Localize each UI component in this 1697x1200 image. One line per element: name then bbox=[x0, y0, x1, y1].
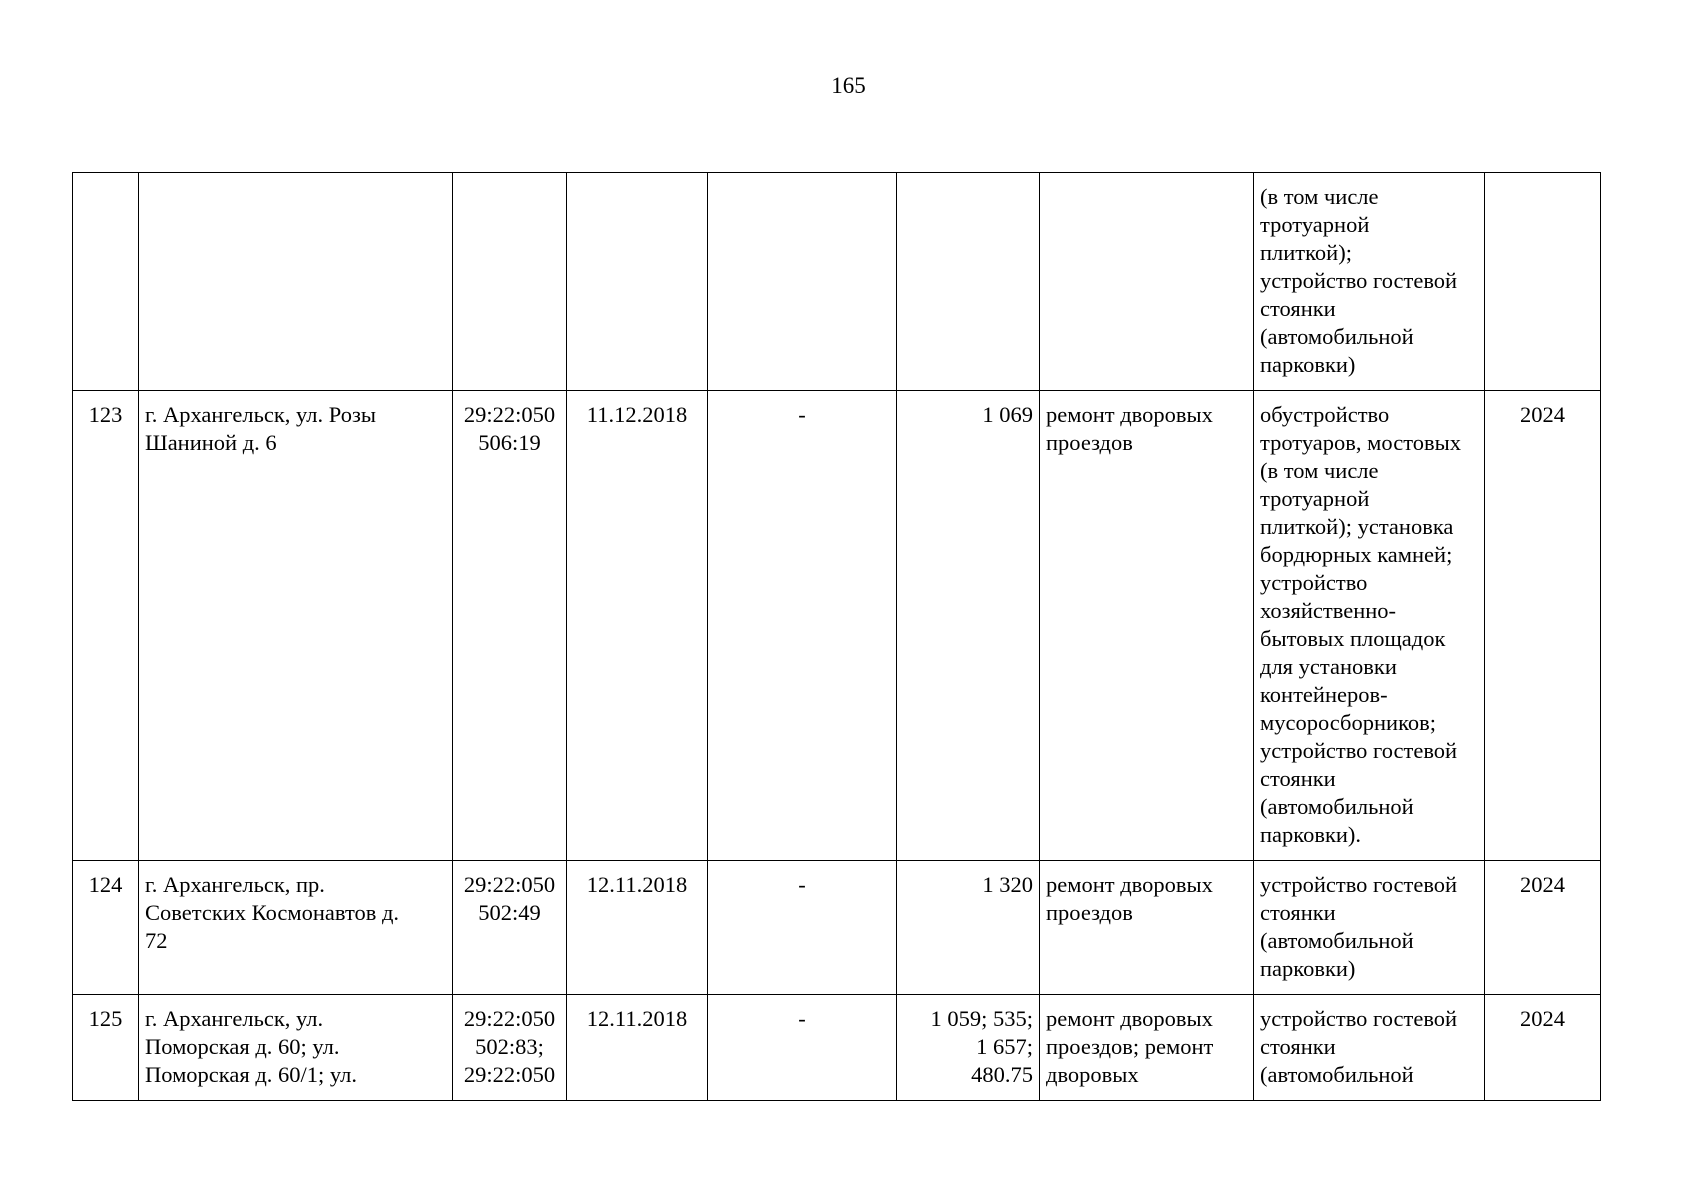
cell-text-line: стоянки bbox=[1260, 296, 1336, 321]
cell-text-line: 506:19 bbox=[478, 430, 541, 455]
dash-cell: - bbox=[708, 391, 897, 861]
cell-text-line: г. Архангельск, пр. bbox=[145, 872, 325, 897]
works-cell bbox=[1040, 861, 1254, 995]
cell-text-line: тротуаров, мостовых bbox=[1260, 430, 1461, 455]
additional-works-cell bbox=[1254, 995, 1485, 1101]
additional-works-cell bbox=[1254, 861, 1485, 995]
dash-cell: - bbox=[708, 995, 897, 1101]
cell-text-line: 72 bbox=[145, 928, 168, 953]
cell-text-line: хозяйственно- bbox=[1260, 598, 1397, 623]
cadastral-number-cell bbox=[453, 391, 567, 861]
cell-text-line: ремонт дворовых bbox=[1046, 1006, 1213, 1031]
cell-text-line: мусоросборников; bbox=[1260, 710, 1436, 735]
additional-works-cell bbox=[1254, 391, 1485, 861]
year-cell: 2024 bbox=[1485, 995, 1601, 1101]
address-cell bbox=[139, 995, 453, 1101]
cell-text-line: (автомобильной bbox=[1260, 1062, 1414, 1087]
row-number-cell bbox=[73, 173, 139, 391]
cell-text-line: стоянки bbox=[1260, 766, 1336, 791]
area-cell bbox=[897, 173, 1040, 391]
cell-text-line: тротуарной bbox=[1260, 486, 1370, 511]
cell-text-line: 502:83; bbox=[475, 1034, 544, 1059]
cell-text-line: 1 657; bbox=[976, 1034, 1033, 1059]
table-row bbox=[73, 861, 1601, 995]
cell-text-line: Шаниной д. 6 bbox=[145, 430, 277, 455]
cell-text-line: ремонт дворовых bbox=[1046, 402, 1213, 427]
cell-text-line: стоянки bbox=[1260, 900, 1336, 925]
cell-text-line: для установки bbox=[1260, 654, 1397, 679]
cell-text-line: парковки) bbox=[1260, 956, 1356, 981]
year-cell bbox=[1485, 173, 1601, 391]
cell-text-line: проездов; ремонт bbox=[1046, 1034, 1214, 1059]
cell-text-line: (автомобильной bbox=[1260, 324, 1414, 349]
cell-text-line: Советских Космонавтов д. bbox=[145, 900, 400, 925]
page-number: 165 bbox=[831, 73, 866, 98]
year-cell: 2024 bbox=[1485, 861, 1601, 995]
cell-text-line: ремонт дворовых bbox=[1046, 872, 1213, 897]
works-cell bbox=[1040, 173, 1254, 391]
cell-text-line: 1 069 bbox=[982, 402, 1033, 427]
cell-text-line: устройство гостевой bbox=[1260, 1006, 1458, 1031]
cell-text-line: 29:22:050 bbox=[463, 402, 556, 427]
cadastral-number-cell bbox=[453, 861, 567, 995]
cell-text-line: (в том числе bbox=[1260, 184, 1379, 209]
cell-text-line: 29:22:050 bbox=[463, 1006, 556, 1031]
address-cell bbox=[139, 173, 453, 391]
cell-text-line: 1 320 bbox=[982, 872, 1033, 897]
date-cell bbox=[567, 173, 708, 391]
cell-text-line: г. Архангельск, ул. Розы bbox=[145, 402, 376, 427]
cell-text-line: стоянки bbox=[1260, 1034, 1336, 1059]
works-cell bbox=[1040, 995, 1254, 1101]
address-cell bbox=[139, 391, 453, 861]
cell-text-line: 29:22:050 bbox=[463, 872, 556, 897]
date-cell: 12.11.2018 bbox=[567, 995, 708, 1101]
table-row bbox=[73, 995, 1601, 1101]
additional-works-cell bbox=[1254, 173, 1485, 391]
cell-text-line: бордюрных камней; bbox=[1260, 542, 1453, 567]
table-row bbox=[73, 173, 1601, 391]
cell-text-line: 502:49 bbox=[478, 900, 541, 925]
cell-text-line: контейнеров- bbox=[1260, 682, 1388, 707]
works-cell bbox=[1040, 391, 1254, 861]
registry-table bbox=[72, 172, 1601, 1101]
cell-text-line: Поморская д. 60; ул. bbox=[145, 1034, 340, 1059]
cell-text-line: 29:22:050 bbox=[463, 1062, 556, 1087]
cell-text-line: г. Архангельск, ул. bbox=[145, 1006, 324, 1031]
row-number-cell: 124 bbox=[73, 861, 139, 995]
cell-text-line: парковки) bbox=[1260, 352, 1356, 377]
cadastral-number-cell bbox=[453, 173, 567, 391]
cell-text-line: тротуарной bbox=[1260, 212, 1370, 237]
cell-text-line: устройство гостевой bbox=[1260, 738, 1458, 763]
cell-text-line: (в том числе bbox=[1260, 458, 1379, 483]
area-cell bbox=[897, 995, 1040, 1101]
cell-text-line: устройство гостевой bbox=[1260, 872, 1458, 897]
date-cell: 12.11.2018 bbox=[567, 861, 708, 995]
cell-text-line: парковки). bbox=[1260, 822, 1362, 847]
cell-text-line: 480.75 bbox=[971, 1062, 1033, 1087]
row-number-cell: 125 bbox=[73, 995, 139, 1101]
cell-text-line: Поморская д. 60/1; ул. bbox=[145, 1062, 358, 1087]
cell-text-line: (автомобильной bbox=[1260, 928, 1414, 953]
cell-text-line: обустройство bbox=[1260, 402, 1390, 427]
table-row bbox=[73, 391, 1601, 861]
date-cell: 11.12.2018 bbox=[567, 391, 708, 861]
row-number-cell: 123 bbox=[73, 391, 139, 861]
cell-text-line: плиткой); установка bbox=[1260, 514, 1454, 539]
cell-text-line: 1 059; 535; bbox=[930, 1006, 1033, 1031]
address-cell bbox=[139, 861, 453, 995]
dash-cell: - bbox=[708, 861, 897, 995]
cell-text-line: устройство гостевой bbox=[1260, 268, 1458, 293]
cell-text-line: (автомобильной bbox=[1260, 794, 1414, 819]
cell-text-line: бытовых площадок bbox=[1260, 626, 1446, 651]
cell-text-line: плиткой); bbox=[1260, 240, 1352, 265]
cell-text-line: устройство bbox=[1260, 570, 1368, 595]
cell-text-line: проездов bbox=[1046, 430, 1133, 455]
area-cell bbox=[897, 861, 1040, 995]
dash-cell bbox=[708, 173, 897, 391]
cadastral-number-cell bbox=[453, 995, 567, 1101]
year-cell: 2024 bbox=[1485, 391, 1601, 861]
cell-text-line: проездов bbox=[1046, 900, 1133, 925]
cell-text-line: дворовых bbox=[1046, 1062, 1139, 1087]
area-cell bbox=[897, 391, 1040, 861]
